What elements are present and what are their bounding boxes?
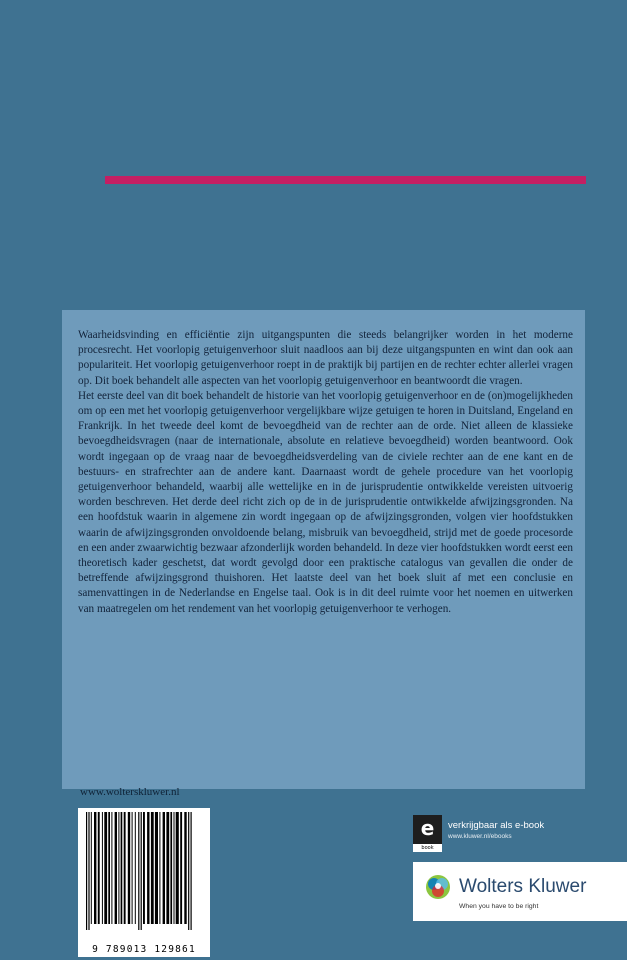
barcode-bar	[128, 812, 130, 924]
barcode-bar	[124, 812, 126, 924]
barcode-bar	[188, 812, 189, 930]
barcode-bar	[191, 812, 192, 930]
barcode-bar	[118, 812, 119, 924]
ebook-icon	[413, 815, 442, 852]
barcode-bar	[108, 812, 110, 924]
barcode-bar	[141, 812, 142, 930]
ebook-title: verkrijgbaar als e-book	[448, 820, 545, 831]
publisher-logo-box	[413, 862, 627, 921]
barcode-bar	[166, 812, 169, 924]
barcode-bar	[121, 812, 123, 924]
barcode-bar	[98, 812, 100, 924]
barcode-bar	[115, 812, 117, 924]
wolters-kluwer-logo-icon	[425, 874, 451, 900]
paragraph-intro: Waarheidsvinding en efficiëntie zijn uitgangspunten die steeds belangrijker worden in het moderne procesrecht. Het voorlopig getuigenverhoor sluit naadloos aan bij deze uitgangspunten en wint dan ook aan populariteit. Het voorlopig getuigenverhoor roept in de praktijk bij partijen en de rechter echter allerlei vragen op. Dit boek behandelt alle aspecten van het voorlopig getuigenverhoor en beantwoordt die vragen.	[78, 329, 573, 387]
publisher-website: www.wolterskluwer.nl	[80, 786, 180, 798]
barcode-bar	[180, 812, 182, 924]
barcode-bar	[86, 812, 87, 930]
barcode-bar	[132, 812, 133, 924]
barcode-bar	[135, 812, 136, 924]
barcode-bar	[170, 812, 172, 924]
barcode-bar	[151, 812, 154, 924]
ebook-icon-sub: book	[413, 844, 442, 852]
barcode-bar	[102, 812, 103, 924]
barcode-bar	[94, 812, 96, 924]
publisher-name: Wolters Kluwer	[459, 876, 587, 897]
back-cover-description	[78, 328, 573, 617]
isbn-number: 9 789013 129861	[92, 944, 196, 955]
accent-bar	[105, 176, 586, 184]
barcode-bar	[111, 812, 112, 924]
isbn-barcode	[78, 808, 210, 957]
publisher-tagline: When you have to be right	[459, 903, 539, 910]
barcode-bar	[176, 812, 179, 924]
barcode-bar	[91, 812, 92, 924]
barcode-bar	[163, 812, 165, 924]
barcode-bar	[104, 812, 107, 924]
ebook-icon-letter: e	[413, 815, 442, 844]
barcode-bar	[184, 812, 186, 924]
barcode-bar	[174, 812, 175, 924]
barcode-bar	[155, 812, 158, 924]
paragraph-contents: Het eerste deel van dit boek behandelt de historie van het voorlopig getuigenverhoor en de (on)mogelijkheden om op een met het voorlopig getuigenverhoor vergelijkbare wijze getuigen te horen in Duitsland, Engeland en Frankrijk. In het tweede deel komt de bevoegdheid van de rechter aan de orde. Niet alleen de klassieke bevoegdheidsvragen (naar de internationale, absolute en relatieve bevoegdheid) worden beantwoord. Ook wordt ingegaan op de vraag naar de bevoegdheidsverdeling van de civiele rechter aan de ene kant en de bestuurs- en strafrechter aan de andere kant. Daarnaast wordt de gehele procedure van het voorlopig getuigenverhoor behandeld, waarbij alle wettelijke en in de jurisprudentie ontwikkelde vereisten uitvoerig worden beschreven. Het derde deel richt zich op de in de jurisprudentie ontwikkelde afwijzingsgronden. Na een hoofdstuk waarin in algemene zin wordt ingegaan op de afwijzingsgronden, volgen vier hoofdstukken waarin de afwijzingsgronden onvoldoende belang, misbruik van bevoegdheid, strijd met de goede procesorde en een ander zwaarwichtig bezwaar afzonderlijk worden behandeld. In deze vier hoofdstukken wordt eerst een theoretisch kader geschetst, dat wordt gevolgd door een praktische catalogus van gevallen die onder de betreffende afwijzingsgrond thuishoren. Het laatste deel van het boek sluit af met een conclusie en samenvattingen in de Nederlandse en Engelse taal. Ook is in dit deel ruimte voor het noemen en uitwerken van maatregelen om het rendement van het voorlopig getuigenverhoor te verhogen.	[78, 389, 573, 615]
ebook-badge	[413, 815, 544, 851]
barcode-bar	[159, 812, 160, 924]
barcode-bar	[147, 812, 149, 924]
barcode-bar	[88, 812, 89, 930]
barcode-bar	[138, 812, 139, 930]
barcode-bar	[143, 812, 145, 924]
ebook-url: www.kluwer.nl/ebooks	[448, 833, 512, 840]
barcode-bars	[78, 808, 210, 936]
